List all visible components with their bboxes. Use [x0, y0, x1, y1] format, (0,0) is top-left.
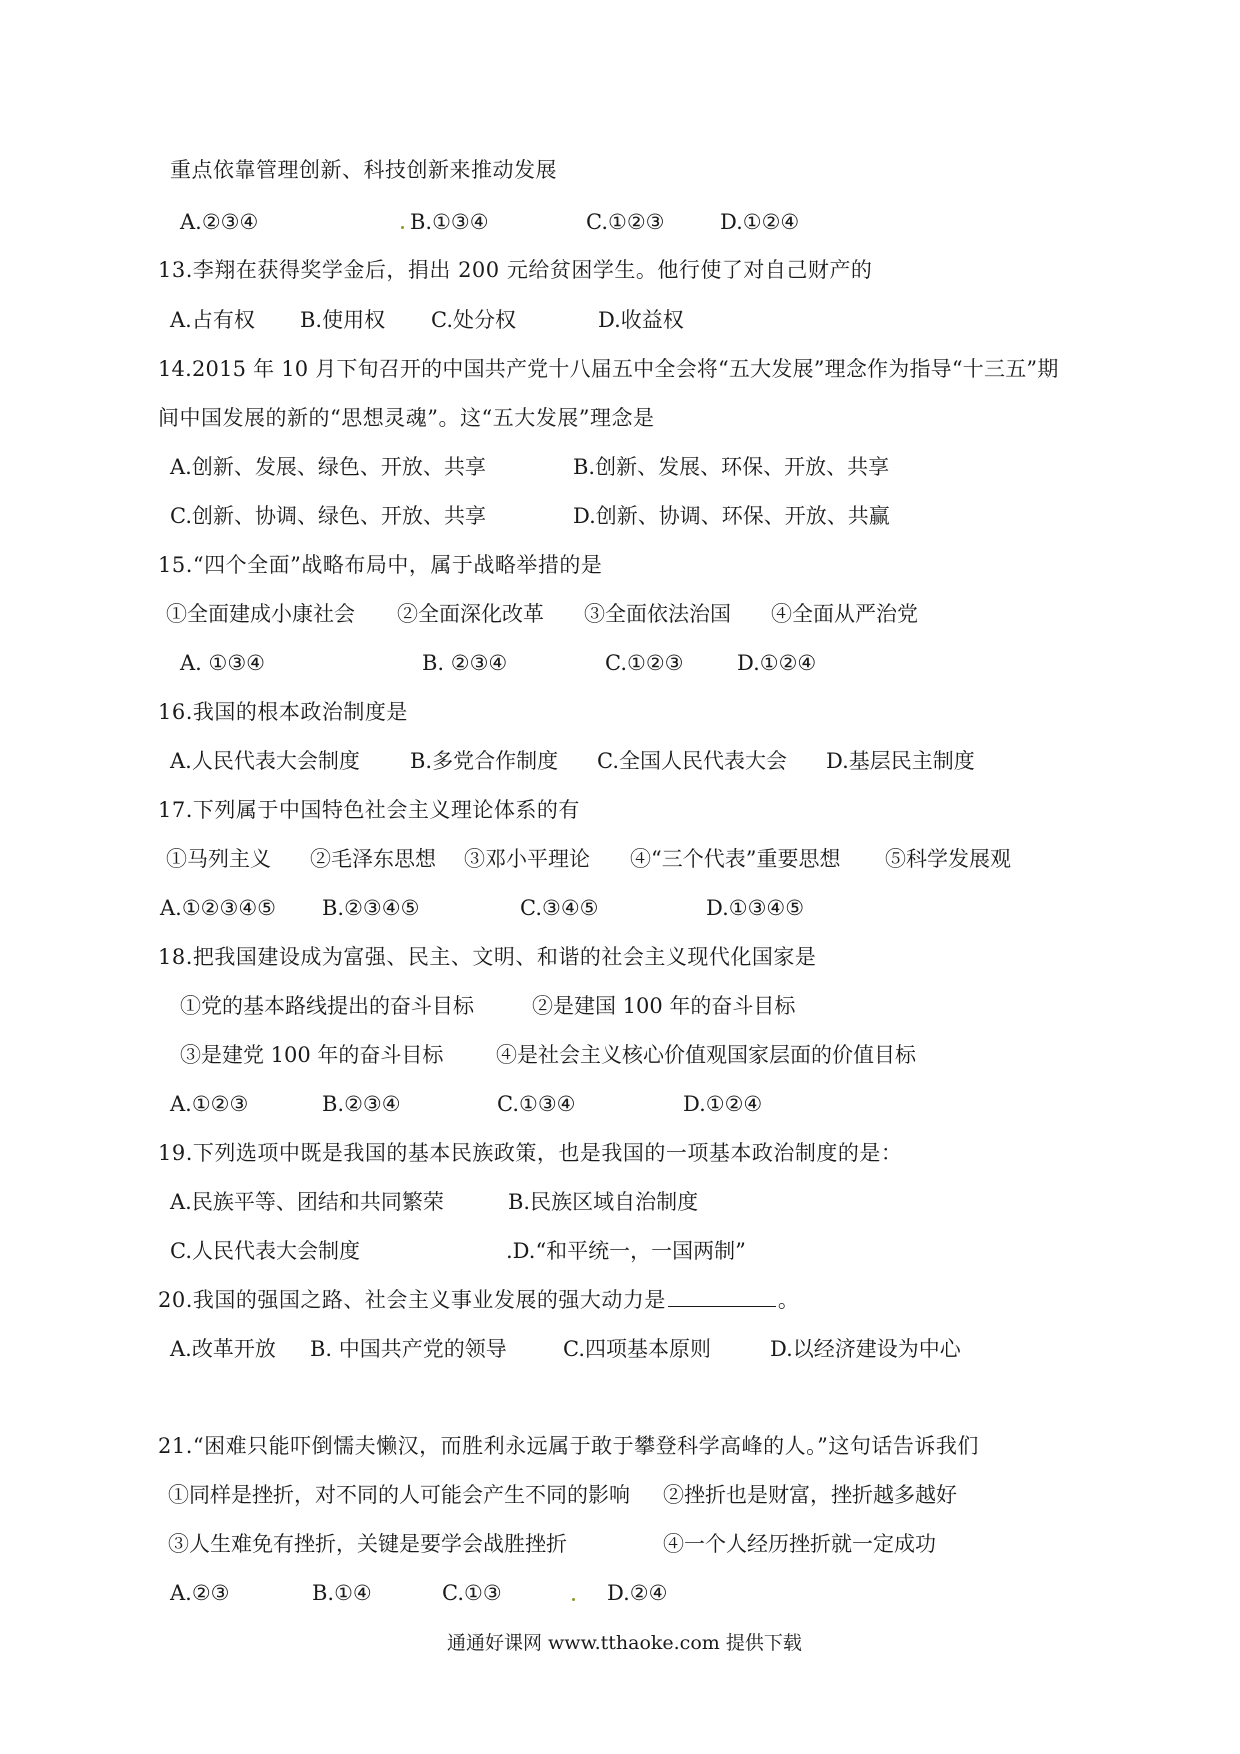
question-16-option-c: C.全国人民代表大会: [597, 749, 787, 773]
question-20-option-c: C.四项基本原则: [563, 1337, 711, 1361]
question-21-item-4: ④一个人经历挫折就一定成功: [663, 1532, 936, 1556]
question-21-item-1: ①同样是挫折，对不同的人可能会产生不同的影响: [168, 1483, 630, 1507]
question-21-item-3: ③人生难免有挫折，关键是要学会战胜挫折: [168, 1532, 567, 1556]
question-18-item-4: ④是社会主义核心价值观国家层面的价值目标: [496, 1043, 916, 1067]
question-20-stem: [158, 1286, 799, 1314]
question-20-option-b: B. 中国共产党的领导: [310, 1337, 507, 1361]
question-17-item-2: ②毛泽东思想: [310, 847, 436, 871]
question-14-option-d: D.创新、协调、环保、开放、共赢: [573, 504, 890, 528]
question-12-option-d: D.①②④: [720, 210, 800, 234]
question-20-stem-end: 。: [777, 1288, 800, 1312]
question-18-option-d: D.①②④: [683, 1092, 763, 1116]
question-18-option-b: B.②③④: [322, 1092, 401, 1116]
question-16-stem: 16.我国的根本政治制度是: [158, 700, 408, 724]
question-12-option-b: B.①③④: [410, 210, 489, 234]
question-19-option-c: C.人民代表大会制度: [170, 1239, 360, 1263]
question-20-stem-text: 20.我国的强国之路、社会主义事业发展的强大动力是: [158, 1288, 666, 1312]
question-13-option-c: C.处分权: [431, 308, 516, 332]
question-19-stem: 19.下列选项中既是我国的基本民族政策，也是我国的一项基本政治制度的是：: [158, 1141, 903, 1165]
question-15-item-3: ③全面依法治国: [584, 602, 731, 626]
question-18-item-1: ①党的基本路线提出的奋斗目标: [180, 994, 474, 1018]
question-19-option-b: B.民族区域自治制度: [508, 1190, 699, 1214]
question-21-option-b: B.①④: [312, 1581, 372, 1605]
question-16-option-d: D.基层民主制度: [826, 749, 975, 773]
question-13-option-b: B.使用权: [300, 308, 386, 332]
question-21-stem: 21.“困难只能吓倒懦夫懒汉，而胜利永远属于敢于攀登科学高峰的人。”这句话告诉我们: [158, 1434, 979, 1458]
question-15-item-2: ②全面深化改革: [397, 602, 544, 626]
question-21-option-c: C.①③: [442, 1581, 502, 1605]
question-15-option-c: C.①②③: [605, 651, 684, 675]
question-14-stem-line-1: 14.2015 年 10 月下旬召开的中国共产党十八届五中全会将“五大发展”理念作为指导“十三五”期: [158, 357, 1059, 381]
question-17-option-c: C.③④⑤: [520, 896, 599, 920]
question-12-continuation: 重点依靠管理创新、科技创新来推动发展: [170, 158, 557, 182]
question-21-option-d: D.②④: [607, 1581, 668, 1605]
question-15-option-b: B. ②③④: [422, 651, 508, 675]
question-13-option-a: A.占有权: [170, 308, 255, 332]
page-footer: 通通好课网 www.tthaoke.com 提供下载: [447, 1632, 802, 1654]
question-17-item-5: ⑤科学发展观: [885, 847, 1011, 871]
scan-speck: [401, 226, 404, 229]
question-12-option-a: A.②③④: [180, 210, 259, 234]
question-18-item-3: ③是建党 100 年的奋斗目标: [180, 1043, 444, 1067]
question-15-option-a: A. ①③④: [180, 651, 265, 675]
question-19-option-a: A.民族平等、团结和共同繁荣: [170, 1190, 444, 1214]
question-13-stem: 13.李翔在获得奖学金后，捐出 200 元给贫困学生。他行使了对自己财产的: [158, 258, 873, 282]
question-17-item-4: ④“三个代表”重要思想: [630, 847, 841, 871]
question-16-option-b: B.多党合作制度: [410, 749, 559, 773]
question-20-option-d: D.以经济建设为中心: [770, 1337, 961, 1361]
question-21-item-2: ②挫折也是财富，挫折越多越好: [663, 1483, 957, 1507]
question-14-option-a: A.创新、发展、绿色、开放、共享: [170, 455, 486, 479]
question-17-option-b: B.②③④⑤: [322, 896, 420, 920]
question-13-option-d: D.收益权: [598, 308, 684, 332]
question-17-option-a: A.①②③④⑤: [160, 896, 276, 920]
question-17-option-d: D.①③④⑤: [706, 896, 805, 920]
question-18-stem: 18.把我国建设成为富强、民主、文明、和谐的社会主义现代化国家是: [158, 945, 817, 969]
question-20-option-a: A.改革开放: [170, 1337, 276, 1361]
question-19-option-d: .D.“和平统一，一国两制”: [506, 1239, 746, 1263]
question-18-item-2: ②是建国 100 年的奋斗目标: [532, 994, 796, 1018]
question-18-option-c: C.①③④: [497, 1092, 576, 1116]
question-21-option-a: A.②③: [170, 1581, 230, 1605]
question-15-item-1: ①全面建成小康社会: [166, 602, 355, 626]
question-17-item-3: ③邓小平理论: [464, 847, 590, 871]
question-16-option-a: A.人民代表大会制度: [170, 749, 360, 773]
question-12-option-c: C.①②③: [586, 210, 665, 234]
question-14-option-c: C.创新、协调、绿色、开放、共享: [170, 504, 486, 528]
question-15-stem: 15.“四个全面”战略布局中，属于战略举措的是: [158, 553, 603, 577]
question-14-stem-line-2: 间中国发展的新的“思想灵魂”。这“五大发展”理念是: [158, 406, 655, 430]
question-15-option-d: D.①②④: [737, 651, 817, 675]
question-17-stem: 17.下列属于中国特色社会主义理论体系的有: [158, 798, 580, 822]
answer-blank: [668, 1286, 776, 1307]
question-14-option-b: B.创新、发展、环保、开放、共享: [573, 455, 890, 479]
question-15-item-4: ④全面从严治党: [771, 602, 918, 626]
question-18-option-a: A.①②③: [170, 1092, 249, 1116]
question-17-item-1: ①马列主义: [166, 847, 271, 871]
scan-speck: [572, 1598, 575, 1601]
